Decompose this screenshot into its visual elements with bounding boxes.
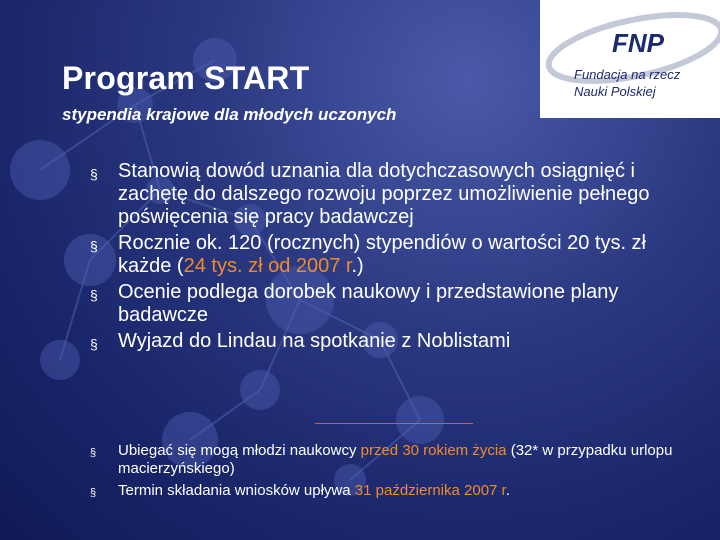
- bullet-highlight: 24 tys. zł od 2007 r: [183, 255, 352, 277]
- bullet-icon: §: [90, 487, 97, 499]
- bullet-text: Ocenie podlega dorobek naukowy i przedstawione plany badawcze: [118, 281, 619, 326]
- bullet-icon: §: [90, 166, 98, 182]
- logo-abbr: FNP: [612, 28, 664, 58]
- swoosh-icon: [540, 0, 720, 118]
- logo-line1: Fundacja na rzecz: [574, 67, 681, 82]
- secondary-bullet-list: [90, 442, 680, 504]
- bullet-highlight: 31 października 2007 r: [354, 482, 506, 499]
- list-item: [90, 281, 680, 327]
- list-item: [90, 482, 680, 500]
- list-item: [90, 442, 680, 478]
- bullet-icon: §: [90, 287, 98, 303]
- bullet-text-end: (32* w przypadku urlopu macierzyńskiego): [118, 442, 673, 477]
- bullet-text: Ubiegać się mogą młodzi naukowcy: [118, 442, 361, 459]
- bullet-text: Stanowią dowód uznania dla dotychczasowych osiągnięć i zachętę do dalszego rozwoju poprzez umożliwienie pełnego poświęcenia się pracy badawczej: [118, 160, 650, 228]
- bullet-icon: §: [90, 336, 98, 352]
- bullet-text-end: .): [351, 255, 364, 277]
- bullet-text-end: .: [505, 482, 510, 499]
- logo-line2: Nauki Polskiej: [574, 84, 656, 99]
- bullet-text: Termin składania wniosków upływa: [118, 482, 355, 499]
- bullet-icon: §: [90, 238, 98, 254]
- list-item: [90, 330, 680, 353]
- main-bullet-list: [90, 160, 680, 356]
- bullet-text: Rocznie ok. 120 (rocznych) stypendiów o wartości 20 tys. zł każde (: [118, 232, 646, 277]
- bullet-highlight: przed 30 rokiem życia: [360, 442, 507, 459]
- slide-title: Program START: [62, 60, 310, 96]
- divider: [315, 423, 473, 424]
- slide-subtitle: stypendia krajowe dla młodych uczonych: [62, 105, 397, 124]
- list-item: [90, 160, 680, 229]
- fnp-logo: [540, 0, 720, 118]
- list-item: [90, 232, 680, 278]
- bullet-text: Wyjazd do Lindau na spotkanie z Noblistami: [118, 330, 511, 352]
- logo-fullname: [574, 66, 680, 100]
- bullet-icon: §: [90, 447, 97, 459]
